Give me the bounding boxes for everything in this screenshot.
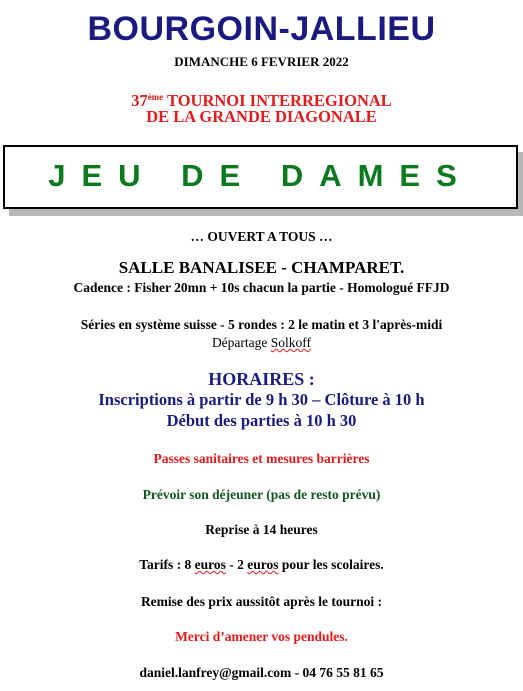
venue: SALLE BANALISEE - CHAMPARET. [118, 258, 405, 277]
fees-mid: - 2 [225, 557, 248, 572]
contact-info: daniel.lanfrey@gmail.com - 04 76 55 81 65 [139, 665, 384, 680]
game-banner-text: JEU DE DAMES [48, 158, 473, 193]
tiebreak-method: Solkoff [270, 335, 312, 350]
lunch-notice: Prévoir son déjeuner (pas de resto prévu) [142, 487, 381, 502]
edition-suffix: ème [147, 92, 164, 102]
open-to-all: … OUVERT A TOUS … [190, 229, 333, 244]
tournament-name-line2: DE LA GRANDE DIAGONALE [146, 107, 377, 126]
game-banner-box [3, 145, 518, 209]
event-date: DIMANCHE 6 FEVRIER 2022 [174, 54, 349, 69]
fees-currency-2: euros [247, 557, 279, 572]
prize-notice: Remise des prix aussitôt après le tournoi : [140, 594, 383, 609]
sanitary-notice: Passes sanitaires et mesures barrières [153, 451, 370, 466]
fees-currency-1: euros [194, 557, 226, 572]
tournament-name-line1: TOURNOI INTERREGIONAL [163, 91, 392, 110]
tiebreak-info [0, 335, 523, 351]
tiebreak-prefix: Départage [211, 335, 271, 350]
clocks-request: Merci d’amener vos pendules. [175, 629, 348, 644]
fees-prefix: Tarifs : 8 [139, 557, 195, 572]
registration-times: Inscriptions à partir de 9 h 30 – Clôture à 10 h [98, 390, 425, 409]
fees-info [0, 557, 523, 573]
series-info: Séries en système suisse - 5 rondes : 2 le matin et 3 l'après-midi [80, 317, 443, 332]
cadence-info: Cadence : Fisher 20mn + 10s chacun la partie - Homologué FFJD [73, 280, 450, 295]
event-city-title: BOURGOIN-JALLIEU [87, 10, 436, 48]
resume-time: Reprise à 14 heures [205, 522, 318, 537]
fees-suffix: pour les scolaires. [278, 557, 384, 572]
schedule-heading: HORAIRES : [208, 369, 315, 389]
start-time: Début des parties à 10 h 30 [166, 411, 357, 430]
edition-number: 37 [131, 91, 148, 110]
